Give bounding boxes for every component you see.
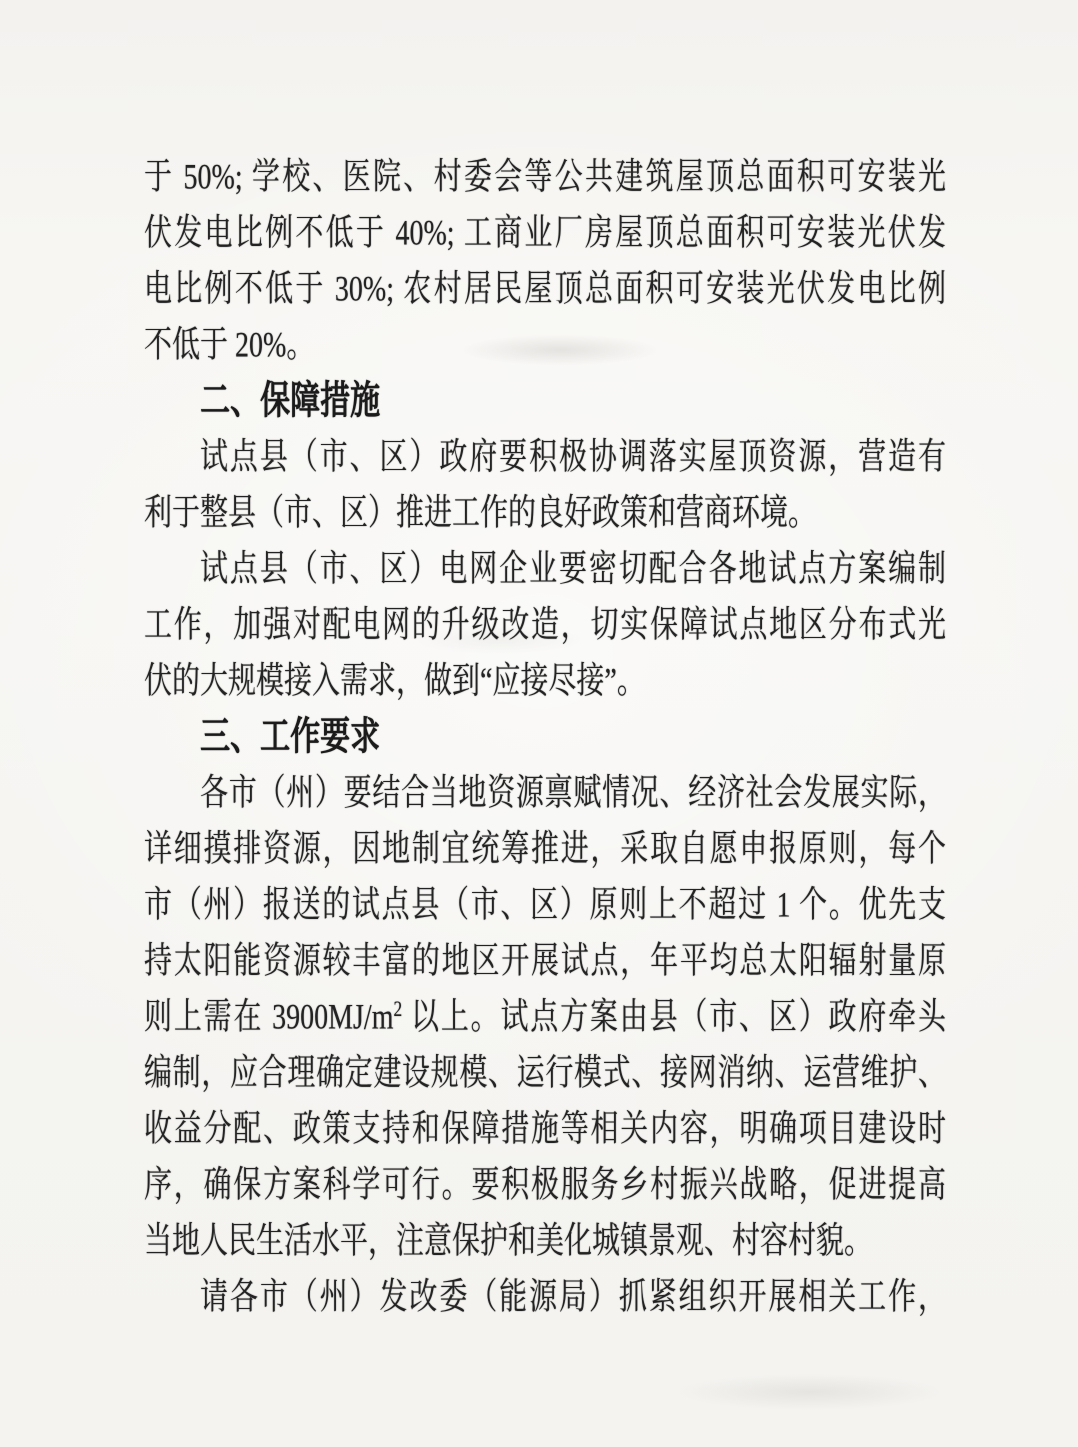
section-heading: 三、工作要求 [200,715,381,759]
text-line: 电比例不低于 30%; 农村居民屋顶总面积可安装光伏发电比例 [144,269,946,310]
text-line: 市（州）报送的试点县（市、区）原则上不超过 1 个。优先支 [144,885,946,926]
text-line: 编制，应合理确定建设规模、运行模式、接网消纳、运营维护、 [144,1053,946,1094]
text-line: 持太阳能资源较丰富的地区开展试点，年平均总太阳辐射量原 [144,941,946,982]
section-heading: 二、保障措施 [200,379,381,423]
text-line: 工作，加强对配电网的升级改造，切实保障试点地区分布式光 [144,605,946,646]
text-line: 于 50%; 学校、医院、村委会等公共建筑屋顶总面积可安装光 [144,157,946,198]
text-line: 伏的大规模接入需求，做到“应接尽接”。 [144,661,645,702]
text-line: 不低于 20%。 [144,325,315,366]
text-line: 试点县（市、区）电网企业要密切配合各地试点方案编制 [200,549,946,590]
text-line: 伏发电比例不低于 40%; 工商业厂房屋顶总面积可安装光伏发 [144,213,946,254]
text-line: 请各市（州）发改委（能源局）抓紧组织开展相关工作， [200,1277,946,1318]
text-line: 则上需在 $3900MJ/m^2$ 以上。试点方案由县（市、区）政府牵头 [144,996,946,1038]
text-line: 详细摸排资源，因地制宜统筹推进，采取自愿申报原则，每个 [144,829,946,870]
text-line: 试点县（市、区）政府要积极协调落实屋顶资源，营造有 [200,437,946,478]
text-line: 各市（州）要结合当地资源禀赋情况、经济社会发展实际， [200,773,946,814]
text-line: 收益分配、政策支持和保障措施等相关内容，明确项目建设时 [144,1109,946,1150]
document-body [144,150,946,1326]
text-line: 当地人民生活水平，注意保护和美化城镇景观、村容村貌。 [144,1221,873,1262]
text-line: 利于整县（市、区）推进工作的良好政策和营商环境。 [144,493,817,534]
superscript-2: 2 [393,996,403,1022]
text-line: 序，确保方案科学可行。要积极服务乡村振兴战略，促进提高 [144,1165,946,1206]
